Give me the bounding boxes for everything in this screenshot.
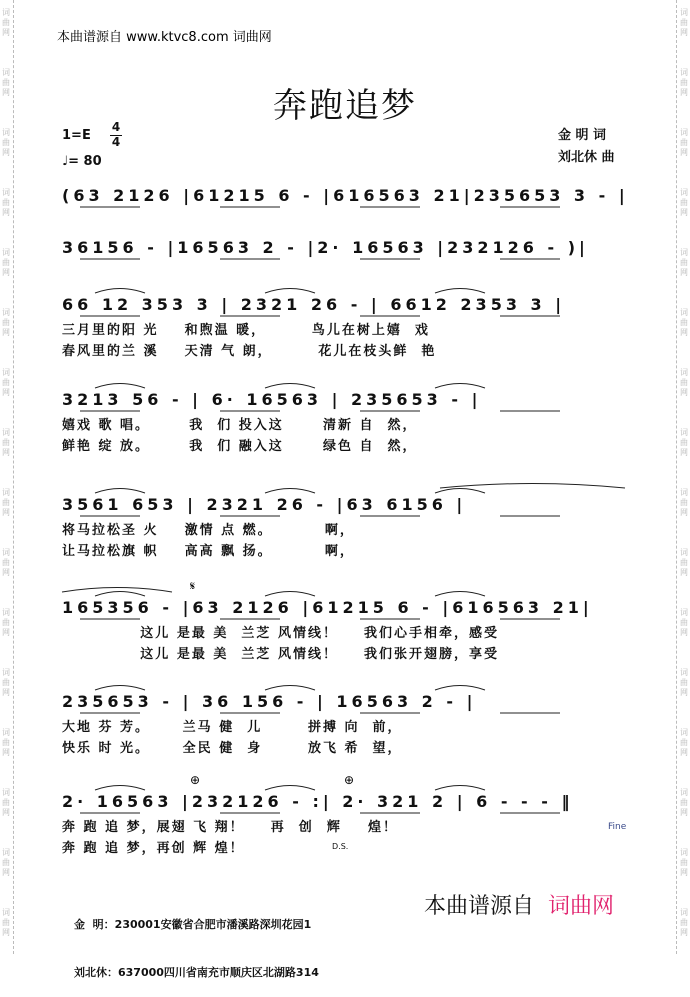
lyric-line: 嬉戏 歌 唱。 我 们 投入这 清新 自 然， [62, 418, 418, 433]
watermark-text: 词 曲 网 [2, 128, 10, 157]
watermark-text: 词 曲 网 [680, 308, 688, 337]
time-signature-top: 4 [111, 120, 121, 134]
lyric-line: 让马拉松旗 帜 高高 飘 扬。 啊， [62, 544, 355, 559]
watermark-text: 词 曲 网 [2, 788, 10, 817]
lyric-line: 鲜艳 绽 放。 我 们 融入这 绿色 自 然， [62, 439, 418, 454]
fine-label: Fine [608, 822, 627, 832]
slur-mark [265, 786, 315, 791]
watermark-text: 词 曲 网 [2, 608, 10, 637]
lyric-line: 奔 跑 追 梦，再创 辉 煌！ [62, 841, 245, 856]
watermark-text: 词 曲 网 [2, 248, 10, 277]
lyricist-address: 金 明：230001安徽省合肥市潘溪路深圳花园1 [74, 918, 312, 931]
composer-address: 刘北休：637000四川省南充市顺庆区北湖路314 [74, 966, 319, 979]
watermark-text: 词 曲 网 [680, 188, 688, 217]
slur-mark [265, 289, 315, 294]
watermark-text: 词 曲 网 [2, 188, 10, 217]
watermark-text: 词 曲 网 [2, 728, 10, 757]
watermark-text: 词 曲 网 [680, 248, 688, 277]
watermark-text: 词 曲 网 [680, 488, 688, 517]
slur-mark [95, 786, 145, 791]
lyricist-credit: 金 明 词 [558, 128, 607, 143]
watermark-text: 词 曲 网 [2, 428, 10, 457]
lyric-line: 将马拉松圣 火 激情 点 燃。 啊， [62, 523, 355, 538]
slur-mark [95, 289, 145, 294]
slur-mark [95, 686, 145, 691]
lyric-line: 大地 芬 芳。 兰马 健 儿 拼搏 向 前， [62, 720, 403, 735]
slur-mark [435, 289, 485, 294]
notation-line: 2· 16563 |232126 - :| 2· 321 2 | 6 - - - ‖ [62, 792, 574, 811]
slur-mark [435, 686, 485, 691]
slur-mark [435, 786, 485, 791]
notation-line: 36156 - |16563 2 - |2· 16563 |232126 - )| [62, 238, 589, 257]
lyric-line: 春风里的兰 溪 天清 气 朗， 花儿在枝头鲜 艳 [62, 344, 437, 359]
watermark-text: 词 曲 网 [680, 8, 688, 37]
slur-mark [265, 384, 315, 389]
watermark-text: 词 曲 网 [680, 428, 688, 457]
watermark-text: 词 曲 网 [680, 128, 688, 157]
slur-mark [435, 592, 485, 597]
lyric-line: 奔 跑 追 梦，展翅 飞 翔！ 再 创 辉 煌！ [62, 820, 398, 835]
slur-mark [435, 489, 485, 494]
watermark-text: 词 曲 网 [680, 368, 688, 397]
watermark-text: 词 曲 网 [680, 908, 688, 937]
watermark-text: 词 曲 网 [2, 308, 10, 337]
slur-mark [265, 686, 315, 691]
tempo-value: = 80 [68, 154, 102, 169]
lyric-line: 快乐 时 光。 全民 健 身 放飞 希 望， [62, 741, 403, 756]
footer-brand-text: 本曲谱源自 [424, 894, 535, 919]
watermark-text: 词 曲 网 [2, 848, 10, 877]
footer-brand-site: 词曲网 [548, 894, 615, 919]
watermark-text: 词 曲 网 [680, 68, 688, 97]
notation-line: (63 2126 |61215 6 - |616563 21|235653 3 - | [62, 186, 629, 205]
watermark-text: 词 曲 网 [2, 668, 10, 697]
navigation-sign-icon: ⊕ [344, 773, 355, 787]
slur-mark [435, 384, 485, 389]
composer-credit: 刘北休 曲 [558, 150, 615, 165]
ds-label: D.S. [332, 842, 349, 851]
quarter-note-icon: ♩ [62, 154, 69, 169]
watermark-text: 词 曲 网 [2, 368, 10, 397]
lyric-line: 这儿 是最 美 兰芝 风情线！ 我们心手相牵，感受 [62, 626, 500, 641]
lyric-line: 三月里的阳 光 和煦温 暖， 鸟儿在树上嬉 戏 [62, 323, 430, 338]
navigation-sign-icon: 𝄋 [190, 579, 196, 593]
navigation-sign-icon: ⊕ [190, 773, 201, 787]
watermark-text: 词 曲 网 [680, 608, 688, 637]
notation-line: 66 12 353 3 | 2321 26 - | 6612 2353 3 | [62, 295, 566, 314]
watermark-text: 词 曲 网 [2, 488, 10, 517]
watermark-text: 词 曲 网 [2, 8, 10, 37]
site-header: 本曲谱源自 www.ktvc8.com 词曲网 [57, 30, 272, 45]
slur-mark [440, 484, 625, 489]
slur-mark [95, 592, 145, 597]
slur-mark [95, 489, 145, 494]
watermark-text: 词 曲 网 [2, 908, 10, 937]
notation-line: 3561 653 | 2321 26 - |63 6156 | [62, 495, 467, 514]
watermark-text: 词 曲 网 [2, 548, 10, 577]
watermark-text: 词 曲 网 [680, 788, 688, 817]
time-signature-bottom: 4 [111, 135, 121, 149]
slur-mark [265, 592, 315, 597]
notation-line: 235653 - | 36 156 - | 16563 2 - | [62, 692, 477, 711]
slur-mark [95, 384, 145, 389]
key-signature: 1=E [62, 128, 91, 143]
watermark-text: 词 曲 网 [2, 68, 10, 97]
slur-mark [265, 489, 315, 494]
watermark-text: 词 曲 网 [680, 848, 688, 877]
watermark-text: 词 曲 网 [680, 548, 688, 577]
notation-line: 3213 56 - | 6· 16563 | 235653 - | [62, 390, 482, 409]
lyric-line: 这儿 是最 美 兰芝 风情线！ 我们张开翅膀，享受 [62, 647, 500, 662]
watermark-text: 词 曲 网 [680, 668, 688, 697]
song-title: 奔跑追梦 [273, 86, 417, 126]
notation-line: 165356 - |63 2126 |61215 6 - |616563 21| [62, 598, 593, 617]
watermark-text: 词 曲 网 [680, 728, 688, 757]
